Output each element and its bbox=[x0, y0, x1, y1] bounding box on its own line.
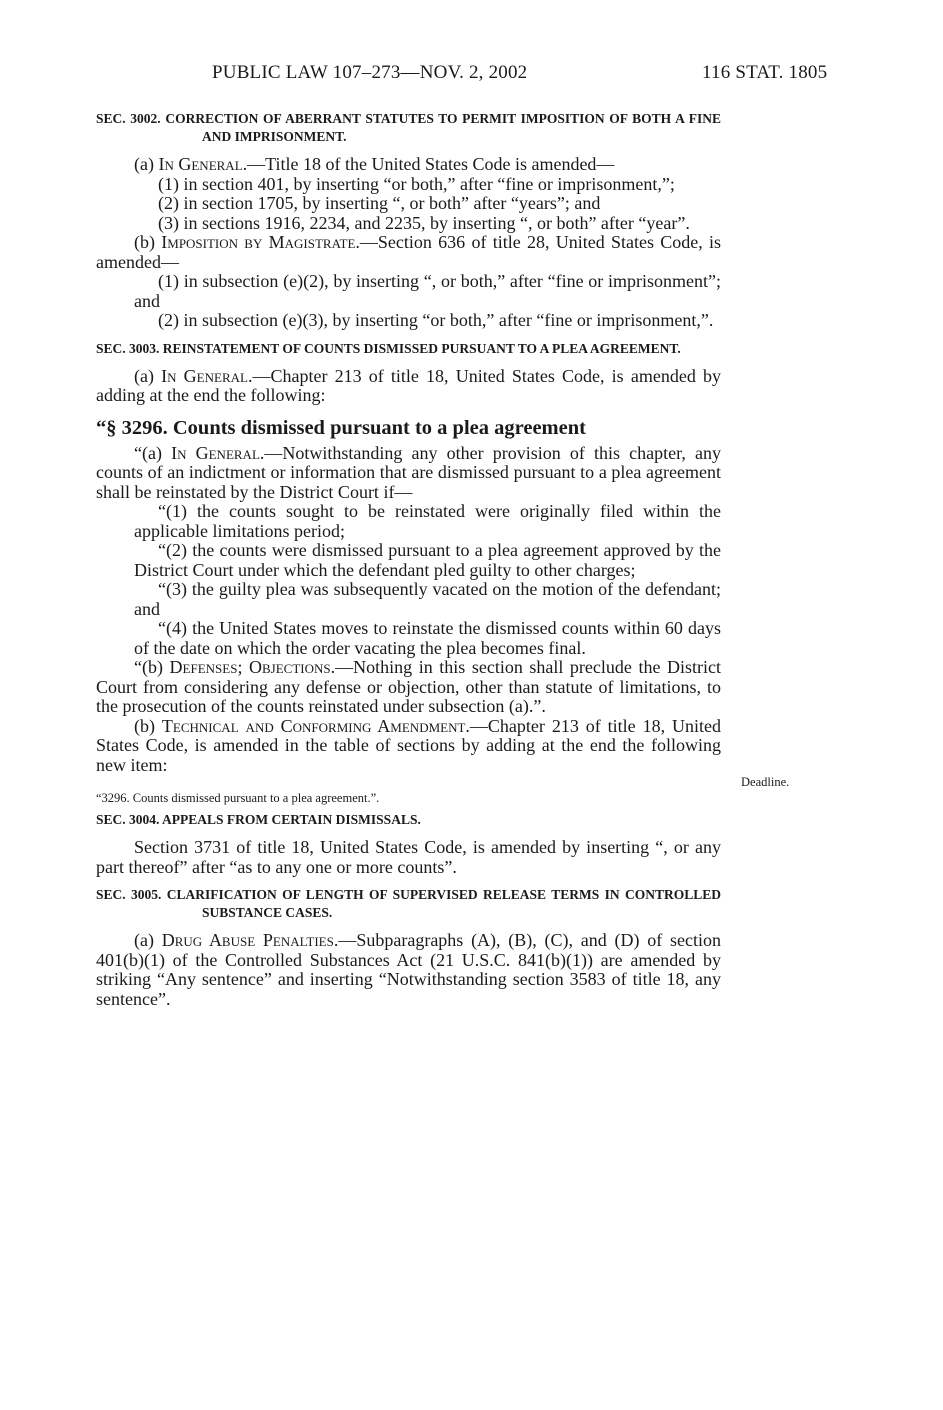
document-body bbox=[96, 110, 721, 1009]
label: “(a) bbox=[134, 442, 172, 463]
section-3002-item-3: (3) in sections 1916, 2234, and 2235, by inserting “, or both” after “year”. bbox=[158, 212, 690, 233]
section-3004-text: Section 3731 of title 18, United States Code, is amended by inserting “, or any part thereof” after “as to any one or more counts”. bbox=[96, 837, 721, 877]
section-3296-item-3: “(3) the guilty plea was subsequently vacated on the motion of the defendant; and bbox=[134, 579, 721, 619]
section-3002-b-item-2: (2) in subsection (e)(3), by inserting “or both,” after “fine or imprisonment,”. bbox=[158, 310, 714, 330]
label: (a) bbox=[134, 930, 162, 950]
section-3002-subsection-b bbox=[96, 233, 721, 272]
running-header-title: PUBLIC LAW 107–273—NOV. 2, 2002 bbox=[212, 62, 528, 83]
text: .—Nothing in this section shall preclude the District Court from considering any defense or objection, other than statute of limitations, to the prosecution of the counts reinstated under subsection (a).”. bbox=[96, 657, 722, 716]
label: (b) bbox=[134, 232, 162, 252]
label: (a) bbox=[134, 154, 159, 174]
section-3296-subsection-b bbox=[96, 658, 721, 717]
section-3003-heading: SEC. 3003. REINSTATEMENT OF COUNTS DISMISSED PURSUANT TO A PLEA AGREEMENT. bbox=[96, 340, 681, 356]
small-caps-heading: In General bbox=[171, 442, 260, 463]
text: .—Section 636 of title 28, United States Code, is amended— bbox=[96, 232, 722, 272]
section-3004-heading: SEC. 3004. APPEALS FROM CERTAIN DISMISSALS. bbox=[96, 812, 421, 827]
section-3002-item-1: (1) in section 401, by inserting “or both,” after “fine or imprisonment,”; bbox=[158, 173, 675, 194]
table-of-sections-item: “3296. Counts dismissed pursuant to a plea agreement.”. bbox=[96, 791, 380, 805]
small-caps-heading: In General bbox=[161, 365, 248, 386]
section-3003-subsection-b bbox=[96, 717, 721, 776]
small-caps-heading: Defenses; Objections bbox=[169, 657, 331, 677]
section-3002-item-2: (2) in section 1705, by inserting “, or both” after “years”; and bbox=[158, 193, 601, 213]
small-caps-heading: Imposition by Magistrate bbox=[161, 232, 356, 252]
label: (a) bbox=[134, 365, 162, 386]
section-3005-subsection-a bbox=[96, 931, 721, 1009]
small-caps-heading: In General bbox=[158, 154, 243, 174]
page-stat-number: 116 STAT. 1805 bbox=[702, 62, 828, 83]
text: .—Notwithstanding any other provision of this chapter, any counts of an indictment or information that are dismissed pursuant to a plea agreement shall be reinstated by the District Court if— bbox=[96, 442, 721, 502]
text: .—Subparagraphs (A), (B), (C), and (D) of section 401(b)(1) of the Controlled Substances Act (21 U.S.C. 841(b)(1)) are amended by striking “Any sentence” and inserting “Notwithstanding section 3583 of title 18, any sentence”. bbox=[96, 930, 721, 1009]
section-3296-item-2: “(2) the counts were dismissed pursuant to a plea agreement approved by the District Court under which the defendant pled guilty to other charges; bbox=[134, 540, 721, 580]
section-3296-subsection-a bbox=[96, 444, 721, 503]
small-caps-heading: Technical and Conforming Amendment bbox=[161, 715, 466, 736]
section-3005-heading: SEC. 3005. CLARIFICATION OF LENGTH OF SUPERVISED RELEASE TERMS IN CONTROLLED SUBSTANCE CASES. bbox=[96, 887, 721, 920]
section-3002-heading: SEC. 3002. CORRECTION OF ABERRANT STATUTES TO PERMIT IMPOSITION OF BOTH A FINE AND IMPRISONMENT. bbox=[96, 111, 721, 144]
margin-note-deadline: Deadline. bbox=[741, 775, 790, 789]
label: “(b) bbox=[134, 657, 170, 677]
text: .—Chapter 213 of title 18, United States Code, is amended in the table of sections by adding at the end the following new item: bbox=[96, 715, 721, 775]
section-3002-subsection-a bbox=[96, 155, 721, 175]
section-3002-b-item-1: (1) in subsection (e)(2), by inserting “, or both,” after “fine or imprisonment”; and bbox=[134, 271, 721, 311]
label: (b) bbox=[134, 715, 162, 736]
text: .—Title 18 of the United States Code is amended— bbox=[242, 154, 615, 174]
section-3296-item-1: “(1) the counts sought to be reinstated were originally filed within the applicable limitations period; bbox=[134, 501, 721, 541]
section-3003-subsection-a bbox=[96, 367, 721, 406]
section-3296-heading: “§ 3296. Counts dismissed pursuant to a plea agreement bbox=[96, 416, 586, 439]
text: .—Chapter 213 of title 18, United States Code, is amended by adding at the end the following: bbox=[96, 365, 721, 405]
section-3296-item-4: “(4) the United States moves to reinstate the dismissed counts within 60 days of the date on which the order vacating the plea becomes final. bbox=[134, 618, 721, 658]
small-caps-heading: Drug Abuse Penalties bbox=[161, 930, 334, 950]
